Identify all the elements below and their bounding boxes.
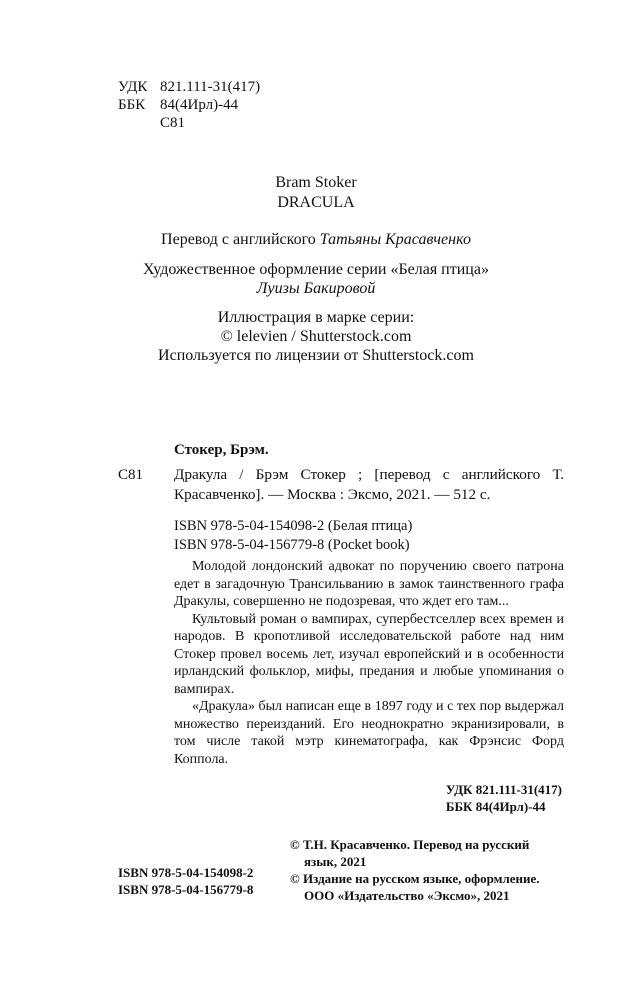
annotation-paragraph-3: «Дракула» был написан еще в 1897 году и с тех пор выдержал множество переизданий. Его неоднократно экранизировали, в том числе такой мэтр кинематографа, как Фрэнсис Форд Коппола. (174, 699, 564, 767)
classification-block (118, 78, 260, 132)
translator-name: Татьяны Красавченко (319, 231, 471, 248)
catalog-reference: Дракула / Брэм Стокер ; [перевод с английского Т. Красавченко]. — Москва : Эксмо, 2021. — 512 с. (174, 466, 564, 503)
catalog-author-heading: Стокер, Брэм. (174, 442, 269, 458)
annotation (174, 558, 564, 768)
original-title: DRACULA (277, 194, 355, 211)
copyright-translation: © Т.Н. Красавченко. Перевод на русский язык, 2021 (290, 837, 530, 869)
illustration-line: Иллюстрация в марке серии: (217, 309, 415, 326)
bbk-value: 84(4Ирл)-44 (160, 97, 239, 113)
footer-isbn-2: ISBN 978-5-04-156779-8 (118, 882, 254, 897)
udk-label: УДК (118, 79, 148, 95)
footer-udk: УДК 821.111-31(417) (445, 782, 562, 797)
license-line: Используется по лицензии от Shutterstock.com (158, 347, 474, 364)
translation-prefix: Перевод с английского (161, 231, 316, 248)
footer-bbk: ББК 84(4Ирл)-44 (445, 799, 546, 814)
catalog-isbn-block (174, 517, 412, 555)
illustration-credit: © lelevien / Shutterstock.com (220, 328, 412, 345)
copyright-block (290, 836, 565, 904)
catalog-isbn-2: ISBN 978-5-04-156779-8 (Pocket book) (174, 537, 410, 553)
footer-isbn-1: ISBN 978-5-04-154098-2 (118, 865, 254, 880)
annotation-paragraph-2: Культовый роман о вампирах, супербестселлер всех времен и народов. В кропотливой исследовательской работе над ним Стокер провел восемь лет, изучал европейский и в особенности ирландский фольклор, мифы, предания и любые упоминания о вампирах. (174, 611, 564, 697)
classification-code: С81 (160, 115, 186, 131)
design-line: Художественное оформление серии «Белая птица» (143, 261, 489, 278)
translation-credit (0, 230, 632, 249)
original-author: Bram Stoker (275, 174, 357, 191)
footer-classification (446, 781, 562, 815)
udk-value: 821.111-31(417) (160, 79, 261, 95)
annotation-paragraph-1: Молодой лондонский адвокат по поручению своего патрона едет в загадочную Трансильванию в замок таинственного графа Дракулы, совершенно не подозревая, что ждет его там... (174, 559, 564, 609)
designer-name: Луизы Бакировой (256, 280, 376, 297)
footer-isbn-block (118, 864, 253, 898)
catalog-code: С81 (118, 467, 144, 483)
copyright-edition: © Издание на русском языке, оформление. ООО «Издательство «Эксмо», 2021 (290, 871, 540, 903)
bbk-label: ББК (118, 97, 146, 113)
catalog-isbn-1: ISBN 978-5-04-154098-2 (Белая птица) (174, 518, 413, 534)
